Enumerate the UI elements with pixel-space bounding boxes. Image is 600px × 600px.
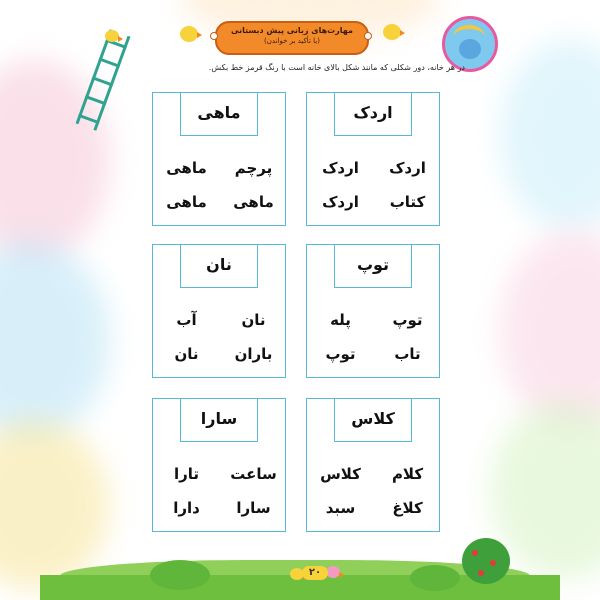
word-option[interactable]: کتاب bbox=[389, 193, 426, 211]
word-option[interactable]: پله bbox=[330, 311, 351, 329]
word-option[interactable]: اردک bbox=[322, 159, 359, 177]
watercolor-wash bbox=[0, 240, 110, 440]
word-option[interactable]: نان bbox=[174, 345, 199, 363]
header-subtitle: (با تأکید بر خواندن) bbox=[264, 37, 320, 45]
word-option[interactable]: تاب bbox=[394, 345, 421, 363]
word-box bbox=[306, 398, 440, 532]
word-option[interactable]: ماهی bbox=[233, 193, 274, 211]
target-word: سارا bbox=[180, 398, 258, 442]
banner-pin-icon bbox=[210, 32, 218, 40]
word-option[interactable]: اردک bbox=[322, 193, 359, 211]
target-word: توپ bbox=[334, 244, 412, 288]
bush-illustration bbox=[150, 560, 210, 590]
page-number: ۲۰ bbox=[302, 566, 328, 580]
word-option[interactable]: دارا bbox=[173, 499, 200, 517]
header-title: مهارت‌های زبانی پیش دبستانی bbox=[230, 26, 354, 35]
target-word: نان bbox=[180, 244, 258, 288]
brand-logo bbox=[461, 71, 488, 99]
word-option[interactable]: توپ bbox=[325, 345, 356, 363]
word-option[interactable]: ماهی bbox=[166, 159, 207, 177]
ladder-illustration bbox=[76, 29, 131, 130]
watercolor-wash bbox=[0, 420, 110, 590]
word-option[interactable]: تارا bbox=[173, 465, 200, 483]
word-box bbox=[152, 398, 286, 532]
apple-icon bbox=[472, 550, 478, 556]
word-box bbox=[306, 92, 440, 226]
instruction-text: در هر خانه، دور شکلی که مانند شکل بالای خانه است با رنگ قرمز خط بکش. bbox=[208, 63, 465, 72]
word-option[interactable]: کلاغ bbox=[392, 499, 423, 517]
target-word: اردک bbox=[334, 92, 412, 136]
bird-illustration bbox=[326, 566, 340, 578]
word-option[interactable]: نان bbox=[241, 311, 266, 329]
word-option[interactable]: کلاس bbox=[320, 465, 361, 483]
word-option[interactable]: باران bbox=[234, 345, 273, 363]
word-box bbox=[152, 92, 286, 226]
tree-illustration bbox=[462, 538, 510, 584]
word-option[interactable]: سبد bbox=[325, 499, 356, 517]
word-option[interactable]: پرچم bbox=[234, 159, 273, 177]
bird-illustration bbox=[105, 30, 119, 42]
apple-icon bbox=[490, 560, 496, 566]
bird-illustration bbox=[180, 26, 198, 42]
target-word: ماهی bbox=[180, 92, 258, 136]
word-option[interactable]: ماهی bbox=[166, 193, 207, 211]
bird-illustration bbox=[383, 24, 401, 40]
word-option[interactable]: آب bbox=[176, 311, 197, 329]
watercolor-wash bbox=[500, 230, 600, 430]
bush-illustration bbox=[410, 565, 460, 591]
banner-pin-icon bbox=[364, 32, 372, 40]
word-option[interactable]: اردک bbox=[389, 159, 426, 177]
word-option[interactable]: سارا bbox=[236, 499, 271, 517]
word-option[interactable]: توپ bbox=[392, 311, 423, 329]
header-banner bbox=[215, 21, 369, 55]
watercolor-wash bbox=[500, 40, 600, 230]
word-option[interactable]: ساعت bbox=[230, 465, 277, 483]
word-box bbox=[152, 244, 286, 378]
word-box bbox=[306, 244, 440, 378]
target-word: کلاس bbox=[334, 398, 412, 442]
apple-icon bbox=[478, 570, 484, 576]
word-option[interactable]: کلام bbox=[391, 465, 424, 483]
